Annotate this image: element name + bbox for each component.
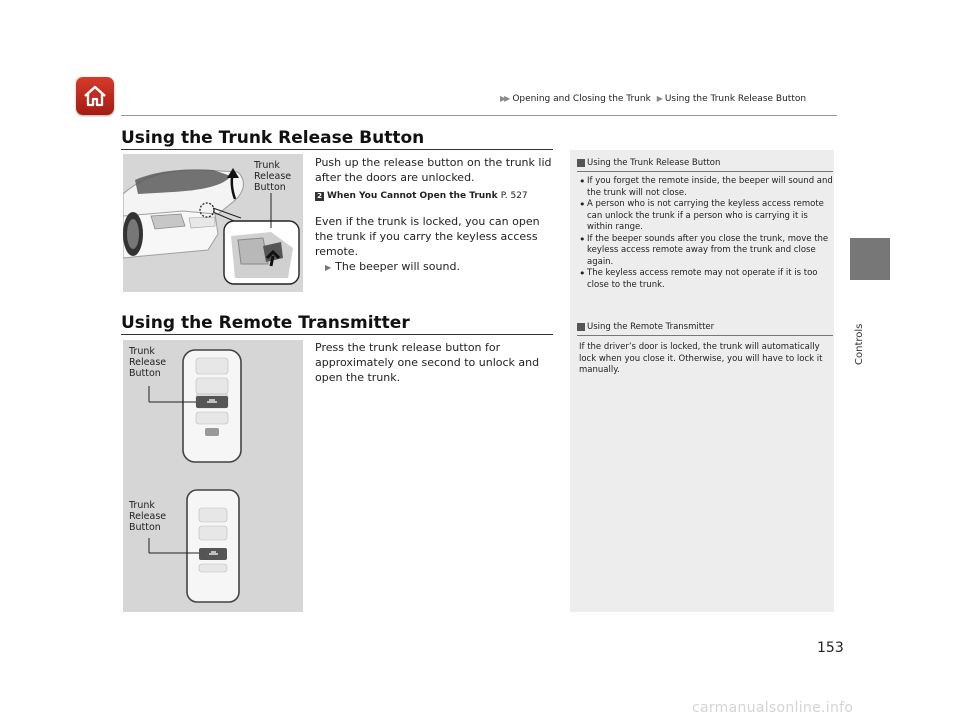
section2-body	[315, 340, 555, 391]
section-title-remote-transmitter: Using the Remote Transmitter	[121, 313, 410, 333]
chapter-tab[interactable]	[850, 238, 890, 280]
note-title: Using the Remote Transmitter	[577, 322, 833, 336]
paragraph: Push up the release button on the trunk lid after the doors are unlocked.	[315, 156, 552, 184]
section-title-trunk-release: Using the Trunk Release Button	[121, 128, 425, 148]
figure-callout-trunk-release-top: Trunk Release Button	[129, 346, 167, 379]
xref-arrow-icon: 2	[315, 192, 324, 201]
page-number: 153	[817, 640, 844, 656]
section-divider	[121, 149, 553, 150]
trunk-release-figure	[123, 154, 303, 292]
watermark: carmanualsonline.info	[692, 700, 854, 716]
note-item: • The keyless access remote may not operate if it is too close to the trunk.	[577, 268, 833, 291]
triangle-icon: ▶	[325, 263, 332, 272]
home-icon	[81, 82, 109, 110]
sub-item: ▶ The beeper will sound.	[325, 260, 460, 273]
header-divider	[121, 115, 837, 116]
breadcrumb-item[interactable]: Using the Trunk Release Button	[664, 94, 807, 104]
paragraph: Press the trunk release button for approximately one second to unlock and open the trunk.	[315, 341, 540, 384]
cross-reference[interactable]: 2 When You Cannot Open the Trunk P. 527	[315, 187, 555, 204]
figure-callout-trunk-release: Trunk Release Button	[254, 160, 292, 193]
note-marker-icon	[577, 323, 585, 331]
paragraph: Even if the trunk is locked, you can open the trunk if you carry the keyless access remote.	[315, 215, 540, 258]
note-remote-transmitter	[577, 322, 833, 377]
note-item: • If you forget the remote inside, the beeper will sound and the trunk will not close.	[577, 176, 833, 199]
note-body: If the driver’s door is locked, the trunk will automatically lock when you close it. Otherwise, you will have to lock it manually.	[579, 342, 823, 375]
home-button[interactable]	[76, 77, 114, 115]
breadcrumb: ▶▶ Opening and Closing the Trunk ▶ Using the Trunk Release Button	[500, 94, 807, 104]
chapter-label: Controls	[854, 323, 865, 365]
note-trunk-release	[577, 158, 833, 291]
remote-transmitter-figure	[123, 340, 303, 612]
note-item: • A person who is not carrying the keyless access remote can unlock the trunk if a person who is carrying it is within range.	[577, 199, 833, 234]
section1-body	[315, 155, 555, 275]
note-title: Using the Trunk Release Button	[577, 158, 833, 172]
breadcrumb-item[interactable]: Opening and Closing the Trunk	[512, 94, 651, 104]
note-marker-icon	[577, 159, 585, 167]
section-divider	[121, 334, 553, 335]
figure-callout-trunk-release-bottom: Trunk Release Button	[129, 500, 167, 533]
note-item: • If the beeper sounds after you close the trunk, move the keyless access remote away from the trunk and close again.	[577, 234, 833, 269]
